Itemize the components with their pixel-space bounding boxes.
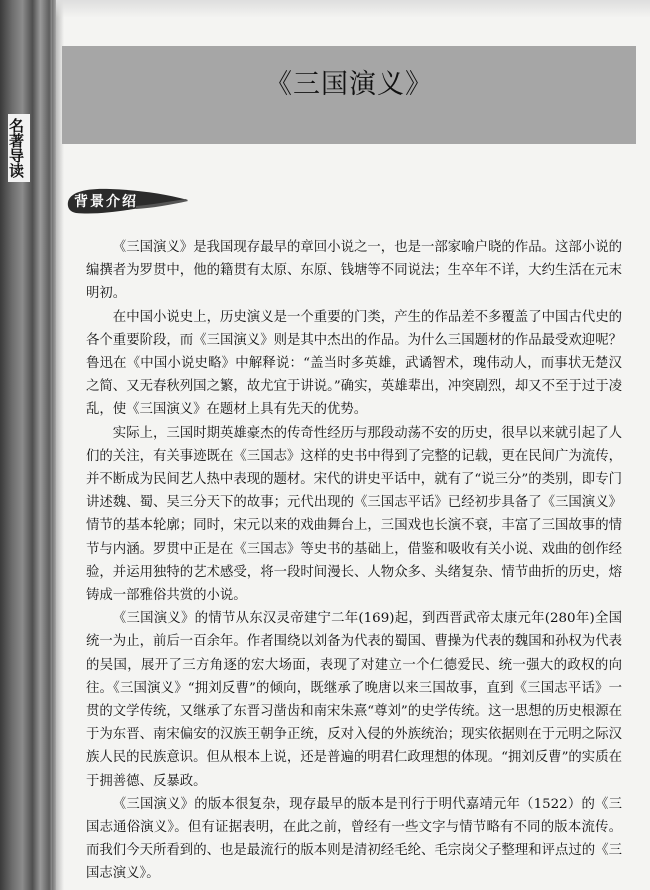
section-badge — [66, 184, 190, 218]
page-title: 《三国演义》 — [265, 69, 433, 100]
section-label: 背景介绍 — [74, 194, 138, 210]
book-edge-strip — [0, 0, 56, 890]
sidebar-label: 名著导读 — [8, 114, 30, 182]
paragraph: 在中国小说史上，历史演义是一个重要的门类，产生的作品差不多覆盖了中国古代史的各个重要阶段，而《三国演义》则是其中杰出的作品。为什么三国题材的作品最受欢迎呢？鲁迅在《中国小说史略》中解释说：“盖当时多英雄，武谲智术，瑰伟动人，而事状无楚汉之简、又无春秋列国之繁，故尤宜于讲说。”确实，英雄辈出，冲突剧烈，却又不至于过于凌乱，使《三国演义》在题材上具有先天的优势。 — [86, 309, 622, 418]
article-body — [86, 236, 622, 886]
paragraph: 《三国演义》的情节从东汉灵帝建宁二年(169)起，到西晋武帝太康元年(280年)全国统一为止，前后一百余年。作者围绕以刘备为代表的蜀国、曹操为代表的魏国和孙权为代表的吴国，展开了三方角逐的宏大场面，表现了对建立一个仁德爱民、统一强大的政权的向往。《三国演义》“拥刘反曹”的倾向，既继承了晚唐以来三国故事，直到《三国志平话》一贯的文学传统，又继承了东晋习凿齿和南宋朱熹“尊刘”的史学传统。这一思想的历史根源在于为东晋、南宋偏安的汉族王朝争正统，反对入侵的外族统治；现实依据则在于元明之际汉族人民的民族意识。但从根本上说，还是普遍的明君仁政理想的体现。“拥刘反曹”的实质在于拥善德、反暴政。 — [86, 611, 622, 789]
paragraph: 实际上，三国时期英雄豪杰的传奇性经历与那段动荡不安的历史，很早以来就引起了人们的关注，有关事迹既在《三国志》这样的史书中得到了完整的记载，更在民间广为流传，并不断成为民间艺人热中表现的题材。宋代的讲史平话中，就有了“说三分”的类别，即专门讲述魏、蜀、吴三分天下的故事；元代出现的《三国志平话》已经初步具备了《三国演义》情节的基本轮廓；同时，宋元以来的戏曲舞台上，三国戏也长演不衰，丰富了三国故事的情节与内涵。罗贯中正是在《三国志》等史书的基础上，借鉴和吸收有关小说、戏曲的创作经验，并运用独特的艺术感受，将一段时间漫长、人物众多、头绪复杂、情节曲折的历史，熔铸成一部雅俗共赏的小说。 — [86, 425, 622, 604]
top-shade — [56, 0, 650, 18]
paragraph: 《三国演义》是我国现存最早的章回小说之一，也是一部家喻户晓的作品。这部小说的编撰者为罗贯中，他的籍贯有太原、东原、钱塘等不同说法；生卒年不详，大约生活在元末明初。 — [86, 240, 622, 302]
paragraph: 《三国演义》的版本很复杂，现存最早的版本是刊行于明代嘉靖元年（1522）的《三国志通俗演义》。但有证据表明，在此之前，曾经有一些文字与情节略有不同的版本流传。而我们今天所看到的、也是最流行的版本则是清初经毛纶、毛宗岗父子整理和评点过的《三国志演义》。 — [86, 796, 622, 882]
